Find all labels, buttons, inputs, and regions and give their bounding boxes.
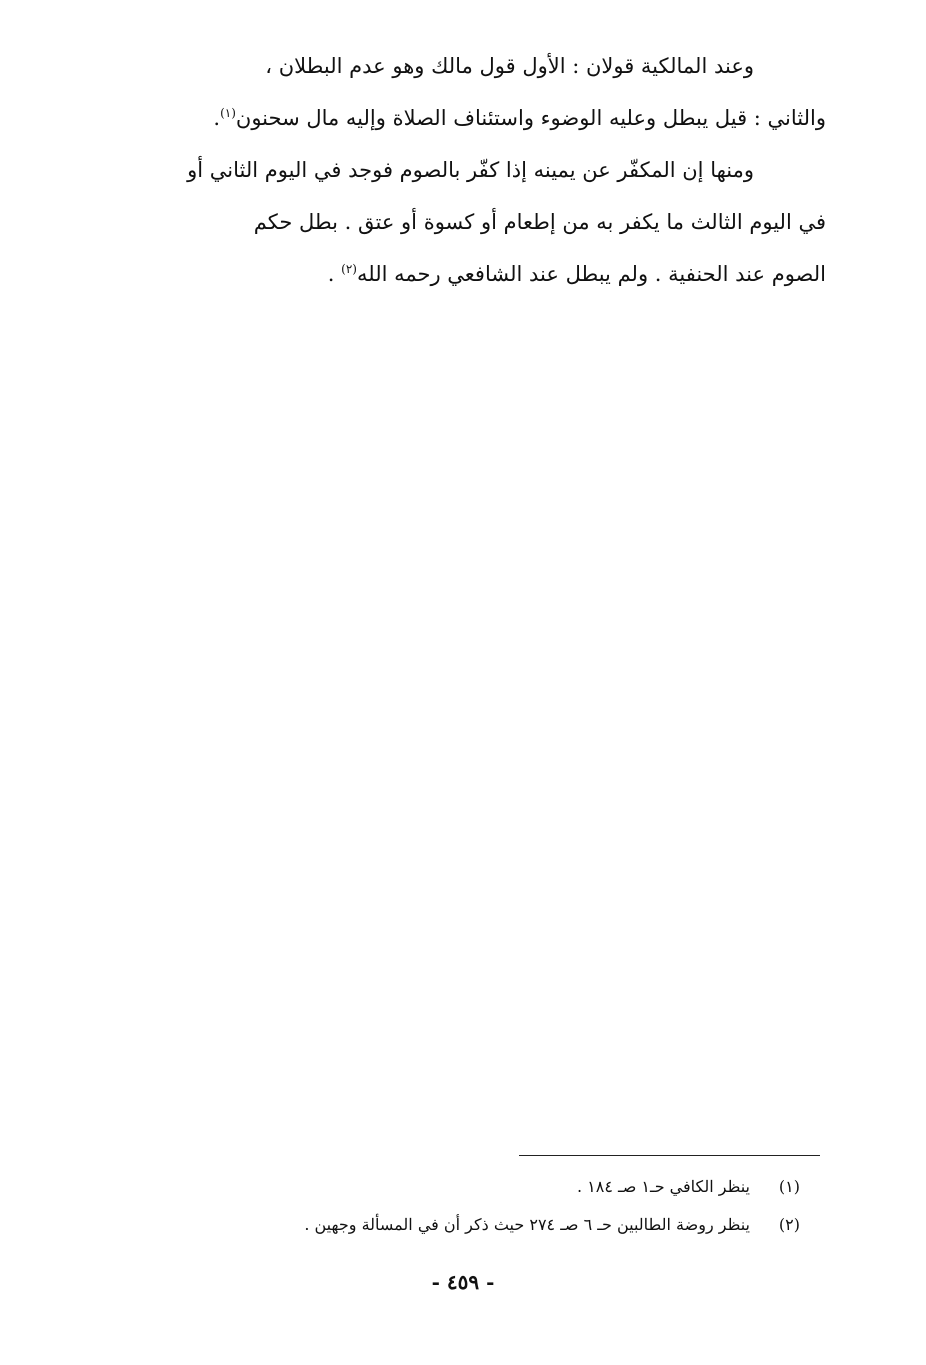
footnote-1	[140, 1168, 800, 1206]
footnote-2-number: (٢)	[778, 1215, 800, 1234]
text-line-1-content: وعند المالكية قولان : الأول قول مالك وهو عدم البطلان ،	[265, 54, 754, 78]
text-line-5-content: الصوم عند الحنفية . ولم يبطل عند الشافعي رحمه الله	[356, 262, 826, 286]
text-line-2	[128, 92, 826, 144]
footnote-2-text: ينظر روضة الطالبين حـ ٦ صـ ٢٧٤ حيث ذكر أن في المسألة وجهين .	[304, 1215, 750, 1234]
footnote-separator	[519, 1155, 820, 1156]
text-line-2-end: .	[213, 106, 221, 130]
text-line-4-content: في اليوم الثالث ما يكفر به من إطعام أو كسوة أو عتق . بطل حكم	[253, 210, 826, 234]
footnote-2	[140, 1206, 800, 1244]
text-line-4	[128, 196, 826, 248]
text-line-2-content: والثاني : قيل يبطل وعليه الوضوء واستئناف الصلاة وإليه مال سحنون	[235, 106, 826, 130]
text-line-5	[128, 248, 826, 300]
footnote-ref-1: (١)	[220, 106, 236, 120]
footnote-ref-2: (٢)	[341, 262, 357, 276]
page-number: - ٤٥٩ -	[431, 1270, 495, 1294]
text-line-3-content: ومنها إن المكفّر عن يمينه إذا كفّر بالصوم فوجد في اليوم الثاني أو	[187, 158, 754, 182]
footnote-1-number: (١)	[778, 1177, 800, 1196]
text-line-3	[128, 144, 826, 196]
text-line-5-end: .	[327, 262, 342, 286]
footnotes	[140, 1168, 800, 1244]
main-text	[128, 40, 826, 300]
text-line-1	[128, 40, 826, 92]
footnote-1-text: ينظر الكافي حـ١ صـ ١٨٤ .	[577, 1177, 750, 1196]
